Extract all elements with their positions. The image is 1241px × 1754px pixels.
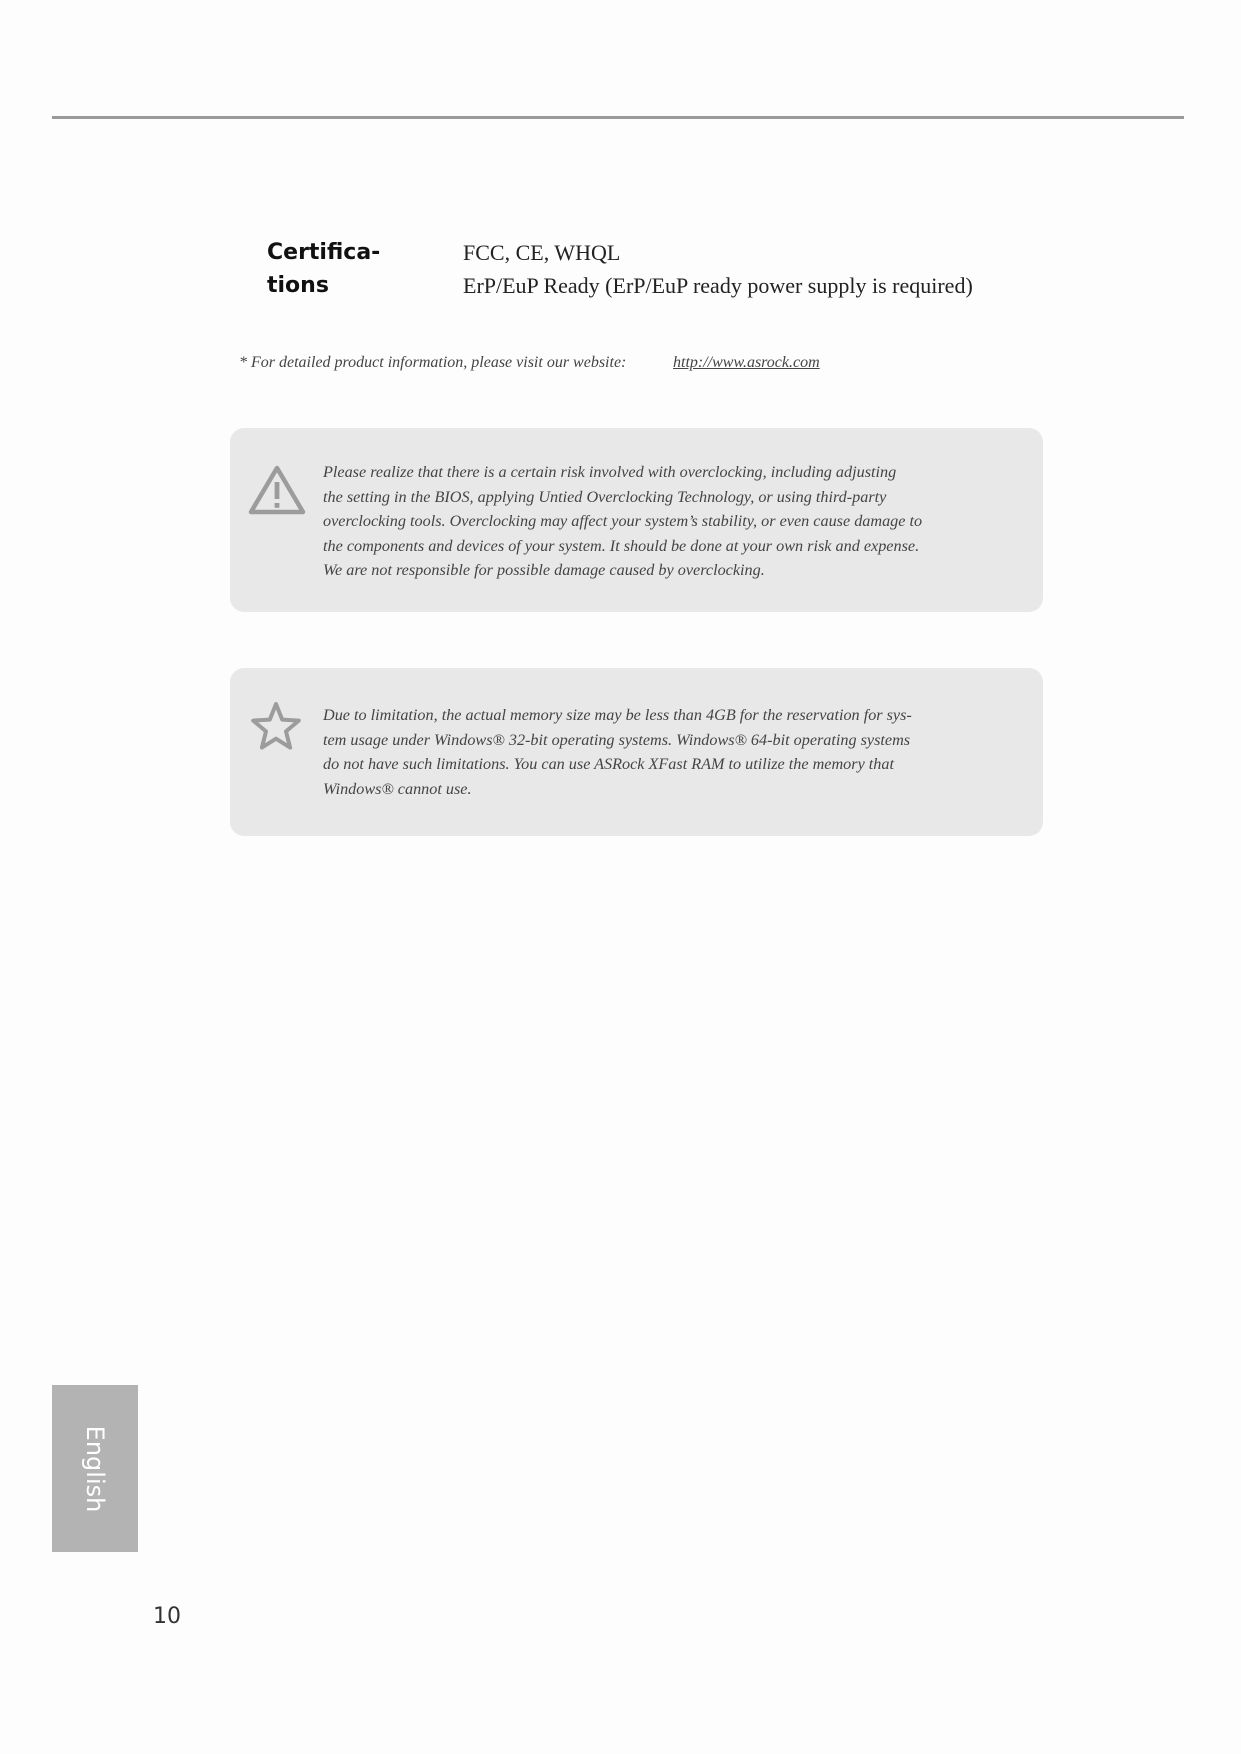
language-tab [52,1385,138,1552]
website-link[interactable]: http://www.asrock.com [673,354,820,371]
page-number: 10 [153,1604,181,1629]
note-line: tem usage under Windows® 32-bit operating systems. Windows® 64-bit operating systems [323,730,911,749]
certification-value: FCC, CE, WHQL [463,240,621,265]
header-rule [52,116,1184,119]
certification-value: ErP/EuP Ready (ErP/EuP ready power supply is required) [463,273,973,298]
caution-line: the setting in the BIOS, applying Untied Overclocking Technology, or using third-party [323,487,887,506]
memory-note [230,668,1043,836]
caution-notice [230,428,1043,612]
star-icon [248,700,304,757]
caution-line: the components and devices of your system. It should be done at your own risk and expense. [323,536,920,555]
certifications-label-line: tions [267,273,329,298]
note-line: Due to limitation, the actual memory size may be less than 4GB for the reservation for sys- [323,706,912,724]
caution-line: We are not responsible for possible damage caused by overclocking. [323,561,765,580]
caution-line: overclocking tools. Overclocking may affect your system’s stability, or even cause damage to [323,512,923,531]
language-tab-label: English [81,1425,109,1512]
website-footnote: * For detailed product information, please visit our website: [239,354,627,371]
warning-triangle-icon [248,464,306,521]
note-line: Windows® cannot use. [323,779,472,798]
certifications-values [463,236,973,302]
caution-line: Please realize that there is a certain risk involved with overclocking, including adjusting [323,463,897,481]
certifications-label-line: Certifica- [267,240,381,265]
note-line: do not have such limitations. You can use ASRock XFast RAM to utilize the memory that [323,755,894,774]
certifications-label [267,236,387,302]
memory-note-text [323,703,1003,801]
caution-text [323,460,1003,583]
